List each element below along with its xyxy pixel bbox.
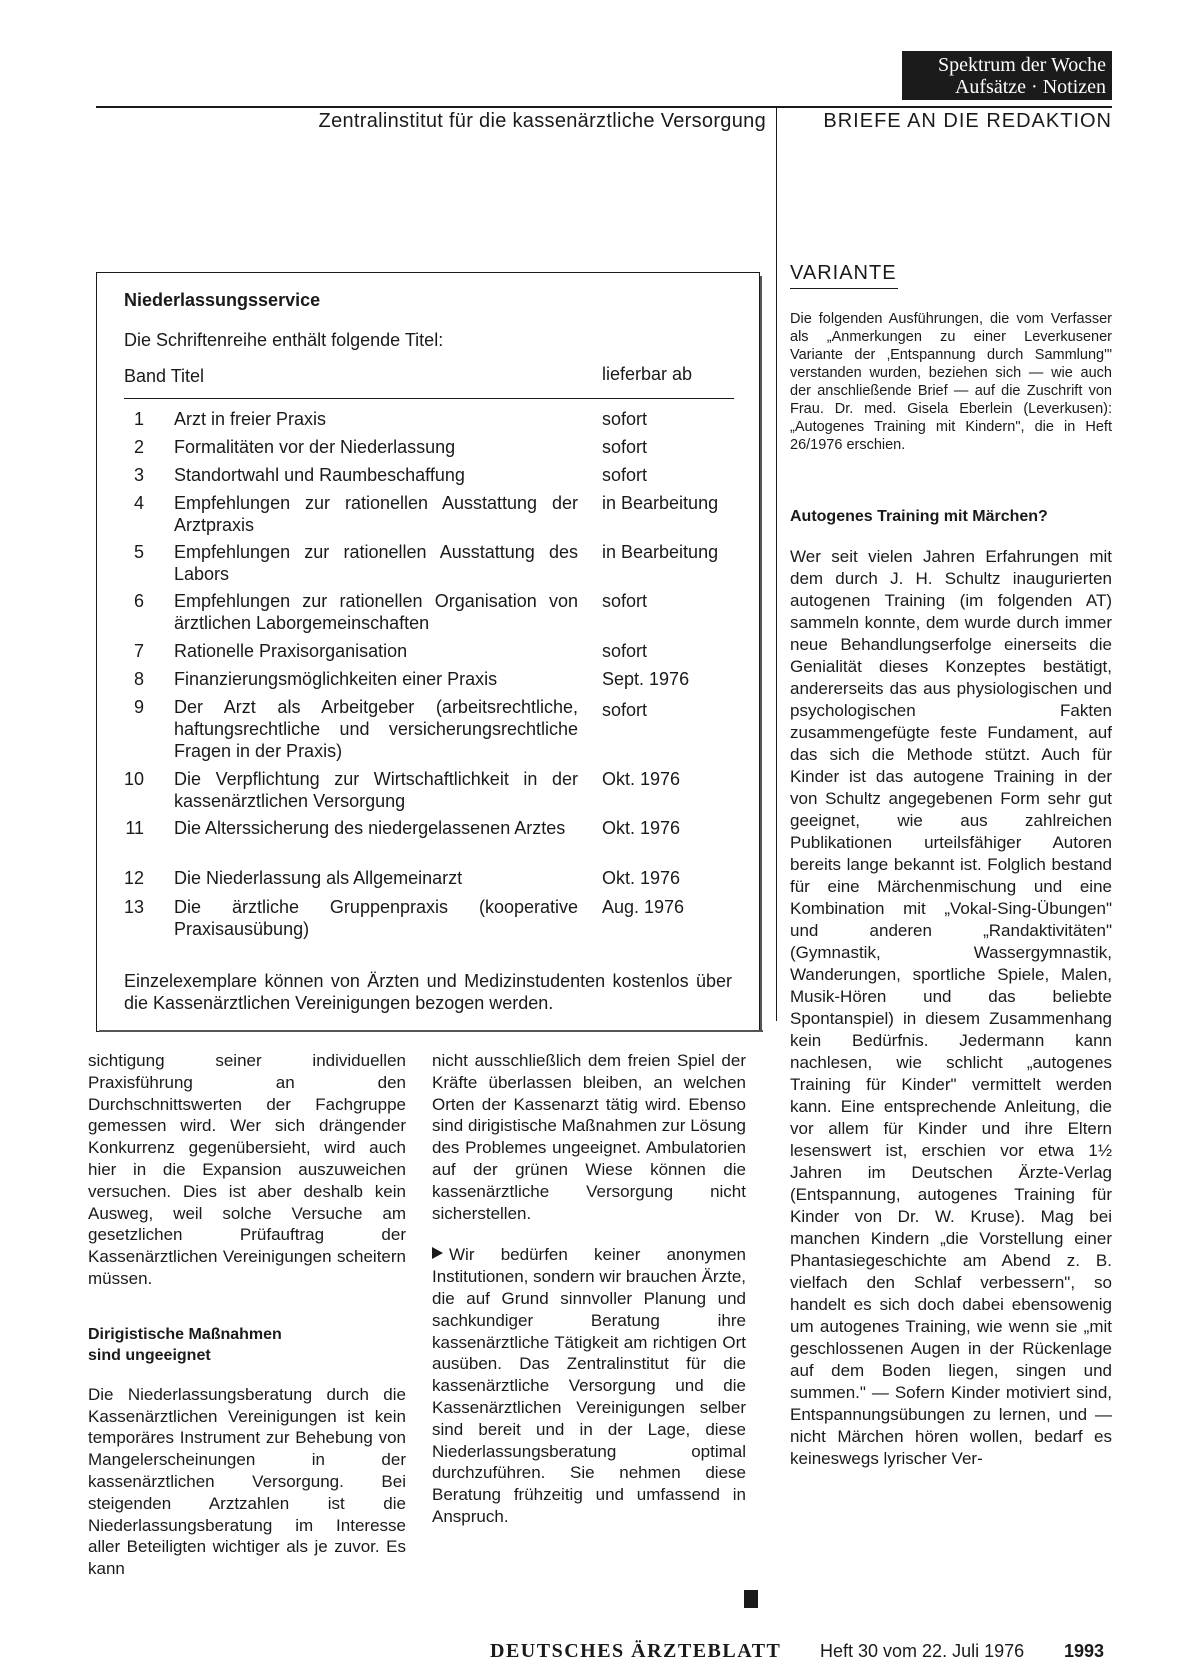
panel-title: Niederlassungsservice: [124, 290, 321, 310]
band-title: Finanzierungsmöglichkeiten einer Praxis: [174, 669, 498, 689]
panel-intro: Die Schriftenreihe enthält folgende Titel:: [124, 330, 444, 350]
band-title: Die ärztliche Gruppenpraxis (kooperative Praxisausübung): [174, 897, 578, 939]
band-number: 6: [133, 591, 144, 611]
paragraph: [432, 1244, 746, 1527]
paragraph: Wer seit vielen Jahren Erfahrungen mit dem durch J. H. Schultz inaugurierten autogenen Training (im folgenden AT) sammeln konnte, dem wurde durch immer neue Behandlungserfolge einerseits die Genialität dieses Konzeptes bestätigt, andererseits das aus physiologischen und psychologischen Fakten zusammengefügte feste Fundament, auf das sich die Methode stützt. Auch für Kinder ist das autogene Training in der von Schultz angegebenen Form sehr gut geeignet, wie aus zahlreichen Publikationen urteilsfähiger Autoren bereits lange bekannt ist. Folglich bestand für eine Märchenmischung und eine Kombination mit „Vokal-Sing-Übungen" und anderen „Randaktivitäten" (Gymnastik, Wassergymnastik, Wanderungen, sportliche Spiele, Malen, Musik-Hören und das beliebte Spontanspiel) in diesem Zusammenhang kein Bedürfnis. Jedermann kann nachlesen, wie schlicht „autogenes Training für Kinder" vermittelt werden kann. Eine entsprechende Anleitung, die vor allem für Kinder und ihre Eltern lesenswert ist, erschien vor etwa 1½ Jahren im Deutschen Ärzte-Verlag (Entspannung, autogenes Training für Kinder von Dr. W. Kruse). Mag bei manchen Kindern „die Vorstellung einer Phantasiegeschichte am Abend z. B. vielfach den Schlaf verbessern", so handelt es sich doch dabei ebensowenig um autogenes Training, wie wenn sie „mit geschlossenen Augen in der Rückenlage auf dem Boden liegen, singen und summen." — Sofern Kinder motiviert sind, Entspannungsübungen zu lernen, und — nicht Märchen hören wollen, bedarf es keineswegs lyrischer Ver-: [790, 547, 1112, 1468]
availability: Okt. 1976: [602, 818, 681, 838]
band-number: 8: [133, 669, 144, 689]
article-column-2: [432, 1050, 746, 1528]
band-title: Der Arzt als Arbeitgeber (arbeitsrechtliche, haftungsrechtliche und versicherungsrechtliche Fragen in der Praxis): [174, 697, 578, 761]
column-header-available: lieferbar ab: [602, 364, 693, 384]
subheading-line: sind ungeeignet: [88, 1346, 211, 1364]
availability: sofort: [602, 465, 648, 485]
subheading-line: Dirigistische Maßnahmen: [88, 1325, 282, 1343]
band-title: Die Verpflichtung zur Wirtschaftlichkeit in der kassenärztlichen Versorgung: [174, 769, 578, 811]
paragraph-text: Wir bedürfen keiner anonymen Institutionen, sondern wir brauchen Ärzte, die auf Grund sinnvoller Planung und sachkundiger Beratung ihre kassenärztliche Tätigkeit am richtigen Ort ausüben. Das Zentralinstitut für die kassenärztliche Versorgung und die Kassenärztlichen Vereinigungen selber sind bereit und in der Lage, diese Niederlassungsberatung optimal durchzuführen. Sie nehmen diese Beratung frühzeitig und umfassend in Anspruch.: [432, 1245, 746, 1526]
band-number: 11: [125, 818, 144, 838]
band-title: Die Alterssicherung des niedergelassenen Arztes: [174, 818, 566, 838]
right-page-header: BRIEFE AN DIE REDAKTION: [823, 110, 1112, 132]
band-number: 1: [133, 409, 144, 429]
badge-line-1: Spektrum der Woche: [938, 54, 1106, 76]
top-rule: [96, 106, 1112, 108]
column-divider: [776, 106, 777, 1021]
band-title: Arzt in freier Praxis: [174, 409, 327, 429]
section-heading-underline: [790, 288, 898, 289]
band-number: 12: [124, 868, 145, 888]
availability: Sept. 1976: [602, 669, 690, 689]
subheading: [88, 1324, 406, 1366]
band-number: 4: [133, 493, 144, 513]
section-heading: VARIANTE: [790, 262, 897, 284]
availability: sofort: [602, 641, 648, 661]
band-number: 7: [133, 641, 144, 661]
section-badge: [902, 51, 1112, 100]
panel-shadow: [99, 1030, 763, 1032]
band-number: 2: [133, 437, 144, 457]
availability: sofort: [602, 409, 648, 429]
letter-body: [790, 546, 1112, 1470]
triangle-bullet-icon: [432, 1247, 443, 1259]
issue-info: Heft 30 vom 22. Juli 1976: [820, 1641, 1025, 1661]
availability: in Bearbeitung: [602, 542, 719, 562]
band-title: Formalitäten vor der Niederlassung: [174, 437, 456, 457]
availability: Okt. 1976: [602, 769, 681, 789]
availability: Aug. 1976: [602, 897, 685, 917]
paragraph: nicht ausschließlich dem freien Spiel der Kräfte überlassen bleiben, an welchen Orten der Kassenarzt tätig wird. Ebenso sind dirigistische Maßnahmen zur Lösung des Problemes ungeeignet. Ambulatorien auf der grünen Wiese können die kassenärztliche Versorgung nicht sicherstellen.: [432, 1051, 746, 1223]
availability: sofort: [602, 591, 648, 611]
band-title: Empfehlungen zur rationellen Organisation von ärztlichen Laborgemeinschaften: [174, 591, 578, 633]
band-title: Rationelle Praxisorganisation: [174, 641, 408, 661]
band-title: Empfehlungen zur rationellen Ausstattung des Labors: [174, 542, 578, 584]
availability: sofort: [602, 700, 648, 720]
band-number: 5: [133, 542, 144, 562]
editorial-intro: Die folgenden Ausführungen, die vom Verfasser als „Anmerkungen zu einer Leverkusener Variante der ‚Entspannung durch Sammlung'" verstanden wurden, beziehen sich — wie auch der anschließende Brief — auf die Zuschrift von Frau. Dr. med. Gisela Eberlein (Leverkusen): „Autogenes Training mit Kindern", die in Heft 26/1976 erschien.: [790, 311, 1112, 453]
panel-shadow: [760, 276, 762, 1032]
left-page-header: Zentralinstitut für die kassenärztliche Versorgung: [318, 110, 766, 132]
availability: Okt. 1976: [602, 868, 681, 888]
page-number: 1993: [1064, 1641, 1105, 1661]
panel-footer-note: Einzelexemplare können von Ärzten und Medizinstudenten kostenlos über die Kassenärztlichen Vereinigungen bezogen werden.: [124, 971, 732, 1013]
availability: sofort: [602, 437, 648, 457]
article-column-1: [88, 1050, 406, 1580]
badge-line-2: Aufsätze · Notizen: [954, 76, 1106, 98]
band-number: 3: [133, 465, 144, 485]
band-number: 13: [124, 897, 145, 917]
band-number: 10: [124, 769, 145, 789]
column-header-band-title: Band Titel: [124, 366, 205, 386]
paragraph: sichtigung seiner individuellen Praxisführung an den Durchschnittswerten der Fachgruppe gemessen wird. Wer sich drängender Konkurrenz gegenübersieht, wird auch hier in die Expansion auszuweichen versuchen. Dies ist aber deshalb kein Ausweg, weil solche Versuche am gesetzlichen Prüfauftrag der Kassenärztlichen Vereinigungen scheitern müssen.: [88, 1051, 406, 1288]
band-title: Empfehlungen zur rationellen Ausstattung der Arztpraxis: [174, 493, 578, 535]
band-title: Standortwahl und Raumbeschaffung: [174, 465, 465, 485]
journal-name: DEUTSCHES ÄRZTEBLATT: [490, 1640, 782, 1662]
band-title: Die Niederlassung als Allgemeinarzt: [174, 868, 463, 888]
table-header-rule: [124, 398, 734, 399]
band-number: 9: [133, 697, 144, 717]
availability: in Bearbeitung: [602, 493, 719, 513]
end-of-article-mark-icon: [744, 1590, 758, 1608]
paragraph: Die Niederlassungsberatung durch die Kassenärztlichen Vereinigungen ist kein temporäres Instrument zur Behebung von Mangelerscheinungen in der kassenärztlichen Versorgung. Bei steigenden Arztzahlen ist die Niederlassungsberatung im Interesse aller Beteiligten wichtiger als je zuvor. Es kann: [88, 1384, 406, 1579]
letter-heading: Autogenes Training mit Märchen?: [790, 508, 1048, 525]
